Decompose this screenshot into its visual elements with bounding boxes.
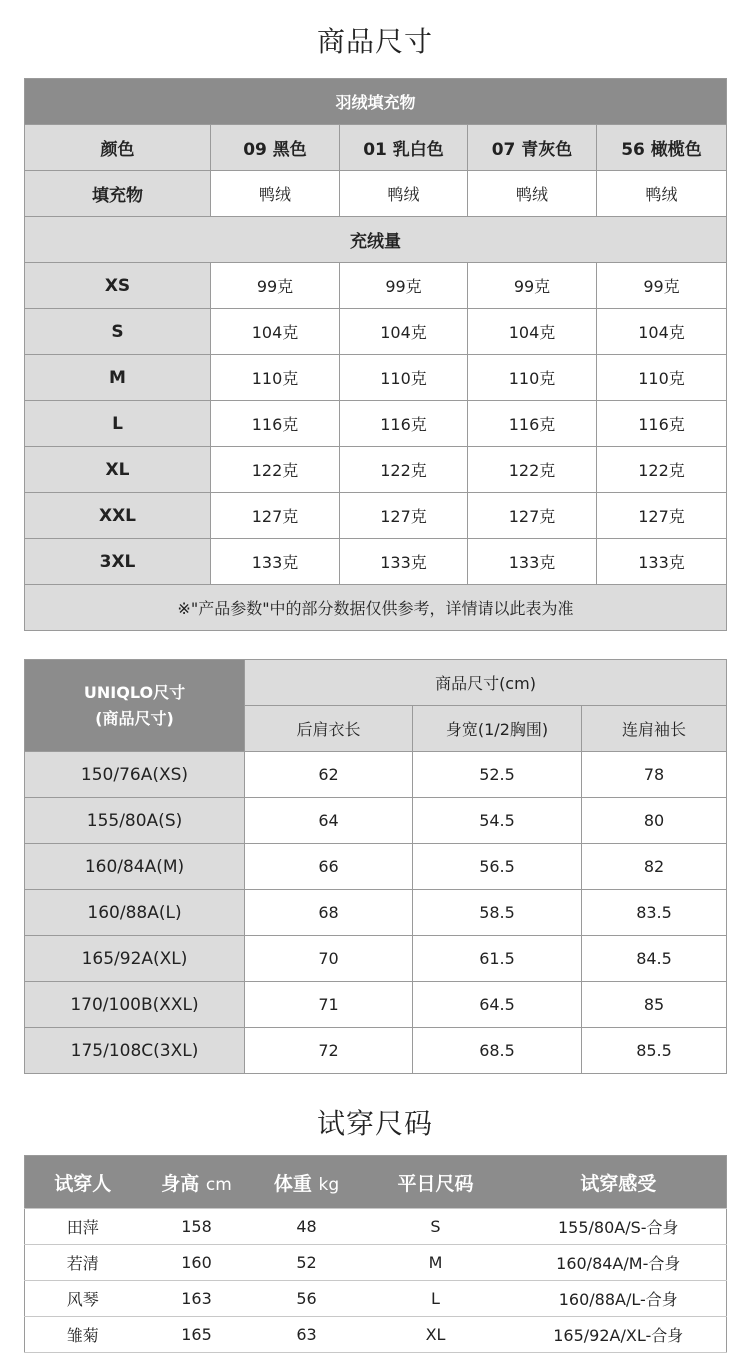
unit-label: kg [318, 1174, 340, 1195]
table-row [25, 355, 727, 401]
amount-cell: 127克 [211, 493, 340, 539]
measurement-cell: 56.5 [413, 844, 582, 890]
note-row [25, 585, 727, 631]
amount-cell: 122克 [340, 447, 468, 493]
height-cell: 165 [141, 1317, 253, 1353]
size-measurement-table [24, 659, 727, 1074]
amount-cell: 104克 [468, 309, 597, 355]
measurement-cell: 84.5 [582, 936, 727, 982]
amount-cell: 104克 [211, 309, 340, 355]
amount-cell: 127克 [597, 493, 727, 539]
amount-cell: 133克 [340, 539, 468, 585]
filling-cell: 鸭绒 [211, 171, 340, 217]
table-row [25, 844, 727, 890]
amount-cell: 110克 [597, 355, 727, 401]
feeling-cell: 160/88A/L-合身 [511, 1281, 727, 1317]
unit-label: cm [205, 1174, 232, 1195]
measurement-cell: 72 [245, 1028, 413, 1074]
measurement-group-header: 商品尺寸(cm) [245, 660, 727, 706]
size-label: S [25, 309, 211, 355]
measurement-cell: 62 [245, 752, 413, 798]
table-row [25, 936, 727, 982]
amount-cell: 127克 [340, 493, 468, 539]
amount-cell: 133克 [597, 539, 727, 585]
usual-size-cell: S [361, 1209, 511, 1245]
column-header-usual-size: 平日尺码 [361, 1156, 511, 1209]
measurement-cell: 64.5 [413, 982, 582, 1028]
amount-cell: 110克 [340, 355, 468, 401]
filling-row [25, 171, 727, 217]
table-row [25, 752, 727, 798]
amount-cell: 116克 [597, 401, 727, 447]
feeling-cell: 165/92A/XL-合身 [511, 1317, 727, 1353]
amount-cell: 122克 [597, 447, 727, 493]
tester-name: 田萍 [25, 1209, 141, 1245]
measurement-cell: 85.5 [582, 1028, 727, 1074]
table-row [25, 539, 727, 585]
measurement-cell: 71 [245, 982, 413, 1028]
uniqlo-size-label: UNIQLO尺寸 [83, 682, 186, 702]
size-label: M [25, 355, 211, 401]
column-header-tester: 试穿人 [25, 1156, 141, 1209]
measurement-cell: 82 [582, 844, 727, 890]
weight-cell: 63 [253, 1317, 361, 1353]
tester-name: 雏菊 [25, 1317, 141, 1353]
feeling-cell: 155/80A/S-合身 [511, 1209, 727, 1245]
column-header-weight: 体重 kg [253, 1156, 361, 1209]
measurement-cell: 85 [582, 982, 727, 1028]
amount-cell: 99克 [211, 263, 340, 309]
column-header-height: 身高 cm [141, 1156, 253, 1209]
table-row [25, 1028, 727, 1074]
column-header-feeling: 试穿感受 [511, 1156, 727, 1209]
color-row [25, 125, 727, 171]
try-on-table [24, 1155, 727, 1353]
amount-cell: 99克 [340, 263, 468, 309]
measurement-cell: 54.5 [413, 798, 582, 844]
size-label: L [25, 401, 211, 447]
filling-cell: 鸭绒 [340, 171, 468, 217]
amount-cell: 104克 [340, 309, 468, 355]
column-header: 连肩袖长 [582, 706, 727, 752]
tester-name: 若清 [25, 1245, 141, 1281]
try-on-header-row [25, 1156, 727, 1209]
measurement-cell: 66 [245, 844, 413, 890]
filling-label: 填充物 [25, 171, 211, 217]
table-row [25, 1317, 727, 1353]
amount-cell: 133克 [211, 539, 340, 585]
measurement-cell: 64 [245, 798, 413, 844]
color-header: 07 青灰色 [468, 125, 597, 171]
size-label: 155/80A(S) [25, 798, 245, 844]
size-label: 165/92A(XL) [25, 936, 245, 982]
table-row [25, 447, 727, 493]
amount-cell: 110克 [211, 355, 340, 401]
color-header: 01 乳白色 [340, 125, 468, 171]
filling-cell: 鸭绒 [597, 171, 727, 217]
weight-cell: 56 [253, 1281, 361, 1317]
table-row [25, 401, 727, 447]
table-row [25, 1209, 727, 1245]
size-label: 3XL [25, 539, 211, 585]
filling-cell: 鸭绒 [468, 171, 597, 217]
measurement-cell: 83.5 [582, 890, 727, 936]
weight-cell: 48 [253, 1209, 361, 1245]
column-header: 身宽(1/2胸围) [413, 706, 582, 752]
table-row [25, 493, 727, 539]
amount-cell: 122克 [211, 447, 340, 493]
measurement-cell: 68 [245, 890, 413, 936]
measurement-cell: 58.5 [413, 890, 582, 936]
table-row [25, 1281, 727, 1317]
table-row [25, 263, 727, 309]
fill-banner-row [25, 79, 727, 125]
size-label: 160/88A(L) [25, 890, 245, 936]
tester-name: 风琴 [25, 1281, 141, 1317]
table-row [25, 1245, 727, 1281]
size-label: XXL [25, 493, 211, 539]
page-title-product-size: 商品尺寸 [316, 25, 433, 58]
amount-cell: 110克 [468, 355, 597, 401]
reference-note: ※"产品参数"中的部分数据仅供参考，详情请以此表为准 [25, 585, 727, 631]
color-header: 09 黑色 [211, 125, 340, 171]
usual-size-cell: M [361, 1245, 511, 1281]
amount-cell: 104克 [597, 309, 727, 355]
amount-label: 充绒量 [25, 217, 727, 263]
table-row [25, 982, 727, 1028]
amount-header-row [25, 217, 727, 263]
size-label: XS [25, 263, 211, 309]
amount-cell: 116克 [468, 401, 597, 447]
amount-cell: 127克 [468, 493, 597, 539]
size-label: 170/100B(XXL) [25, 982, 245, 1028]
amount-cell: 116克 [340, 401, 468, 447]
usual-size-cell: XL [361, 1317, 511, 1353]
amount-cell: 122克 [468, 447, 597, 493]
color-label: 颜色 [25, 125, 211, 171]
fill-banner: 羽绒填充物 [25, 79, 727, 125]
feeling-cell: 160/84A/M-合身 [511, 1245, 727, 1281]
measurement-cell: 80 [582, 798, 727, 844]
column-header: 后肩衣长 [245, 706, 413, 752]
uniqlo-size-header [25, 660, 245, 752]
amount-cell: 116克 [211, 401, 340, 447]
page-title-try-on: 试穿尺码 [316, 1107, 433, 1140]
size-label: 150/76A(XS) [25, 752, 245, 798]
table-row [25, 890, 727, 936]
measurement-cell: 70 [245, 936, 413, 982]
height-cell: 158 [141, 1209, 253, 1245]
table-row [25, 309, 727, 355]
measurement-cell: 78 [582, 752, 727, 798]
measurement-cell: 52.5 [413, 752, 582, 798]
product-size-label: (商品尺寸) [95, 708, 174, 728]
size-label: 160/84A(M) [25, 844, 245, 890]
color-header: 56 橄榄色 [597, 125, 727, 171]
amount-cell: 99克 [468, 263, 597, 309]
height-cell: 163 [141, 1281, 253, 1317]
amount-cell: 133克 [468, 539, 597, 585]
size-label: XL [25, 447, 211, 493]
measurement-cell: 61.5 [413, 936, 582, 982]
down-fill-table [24, 78, 727, 631]
size-header-row [25, 660, 727, 706]
measurement-cell: 68.5 [413, 1028, 582, 1074]
size-label: 175/108C(3XL) [25, 1028, 245, 1074]
weight-cell: 52 [253, 1245, 361, 1281]
table-row [25, 798, 727, 844]
amount-cell: 99克 [597, 263, 727, 309]
height-cell: 160 [141, 1245, 253, 1281]
usual-size-cell: L [361, 1281, 511, 1317]
